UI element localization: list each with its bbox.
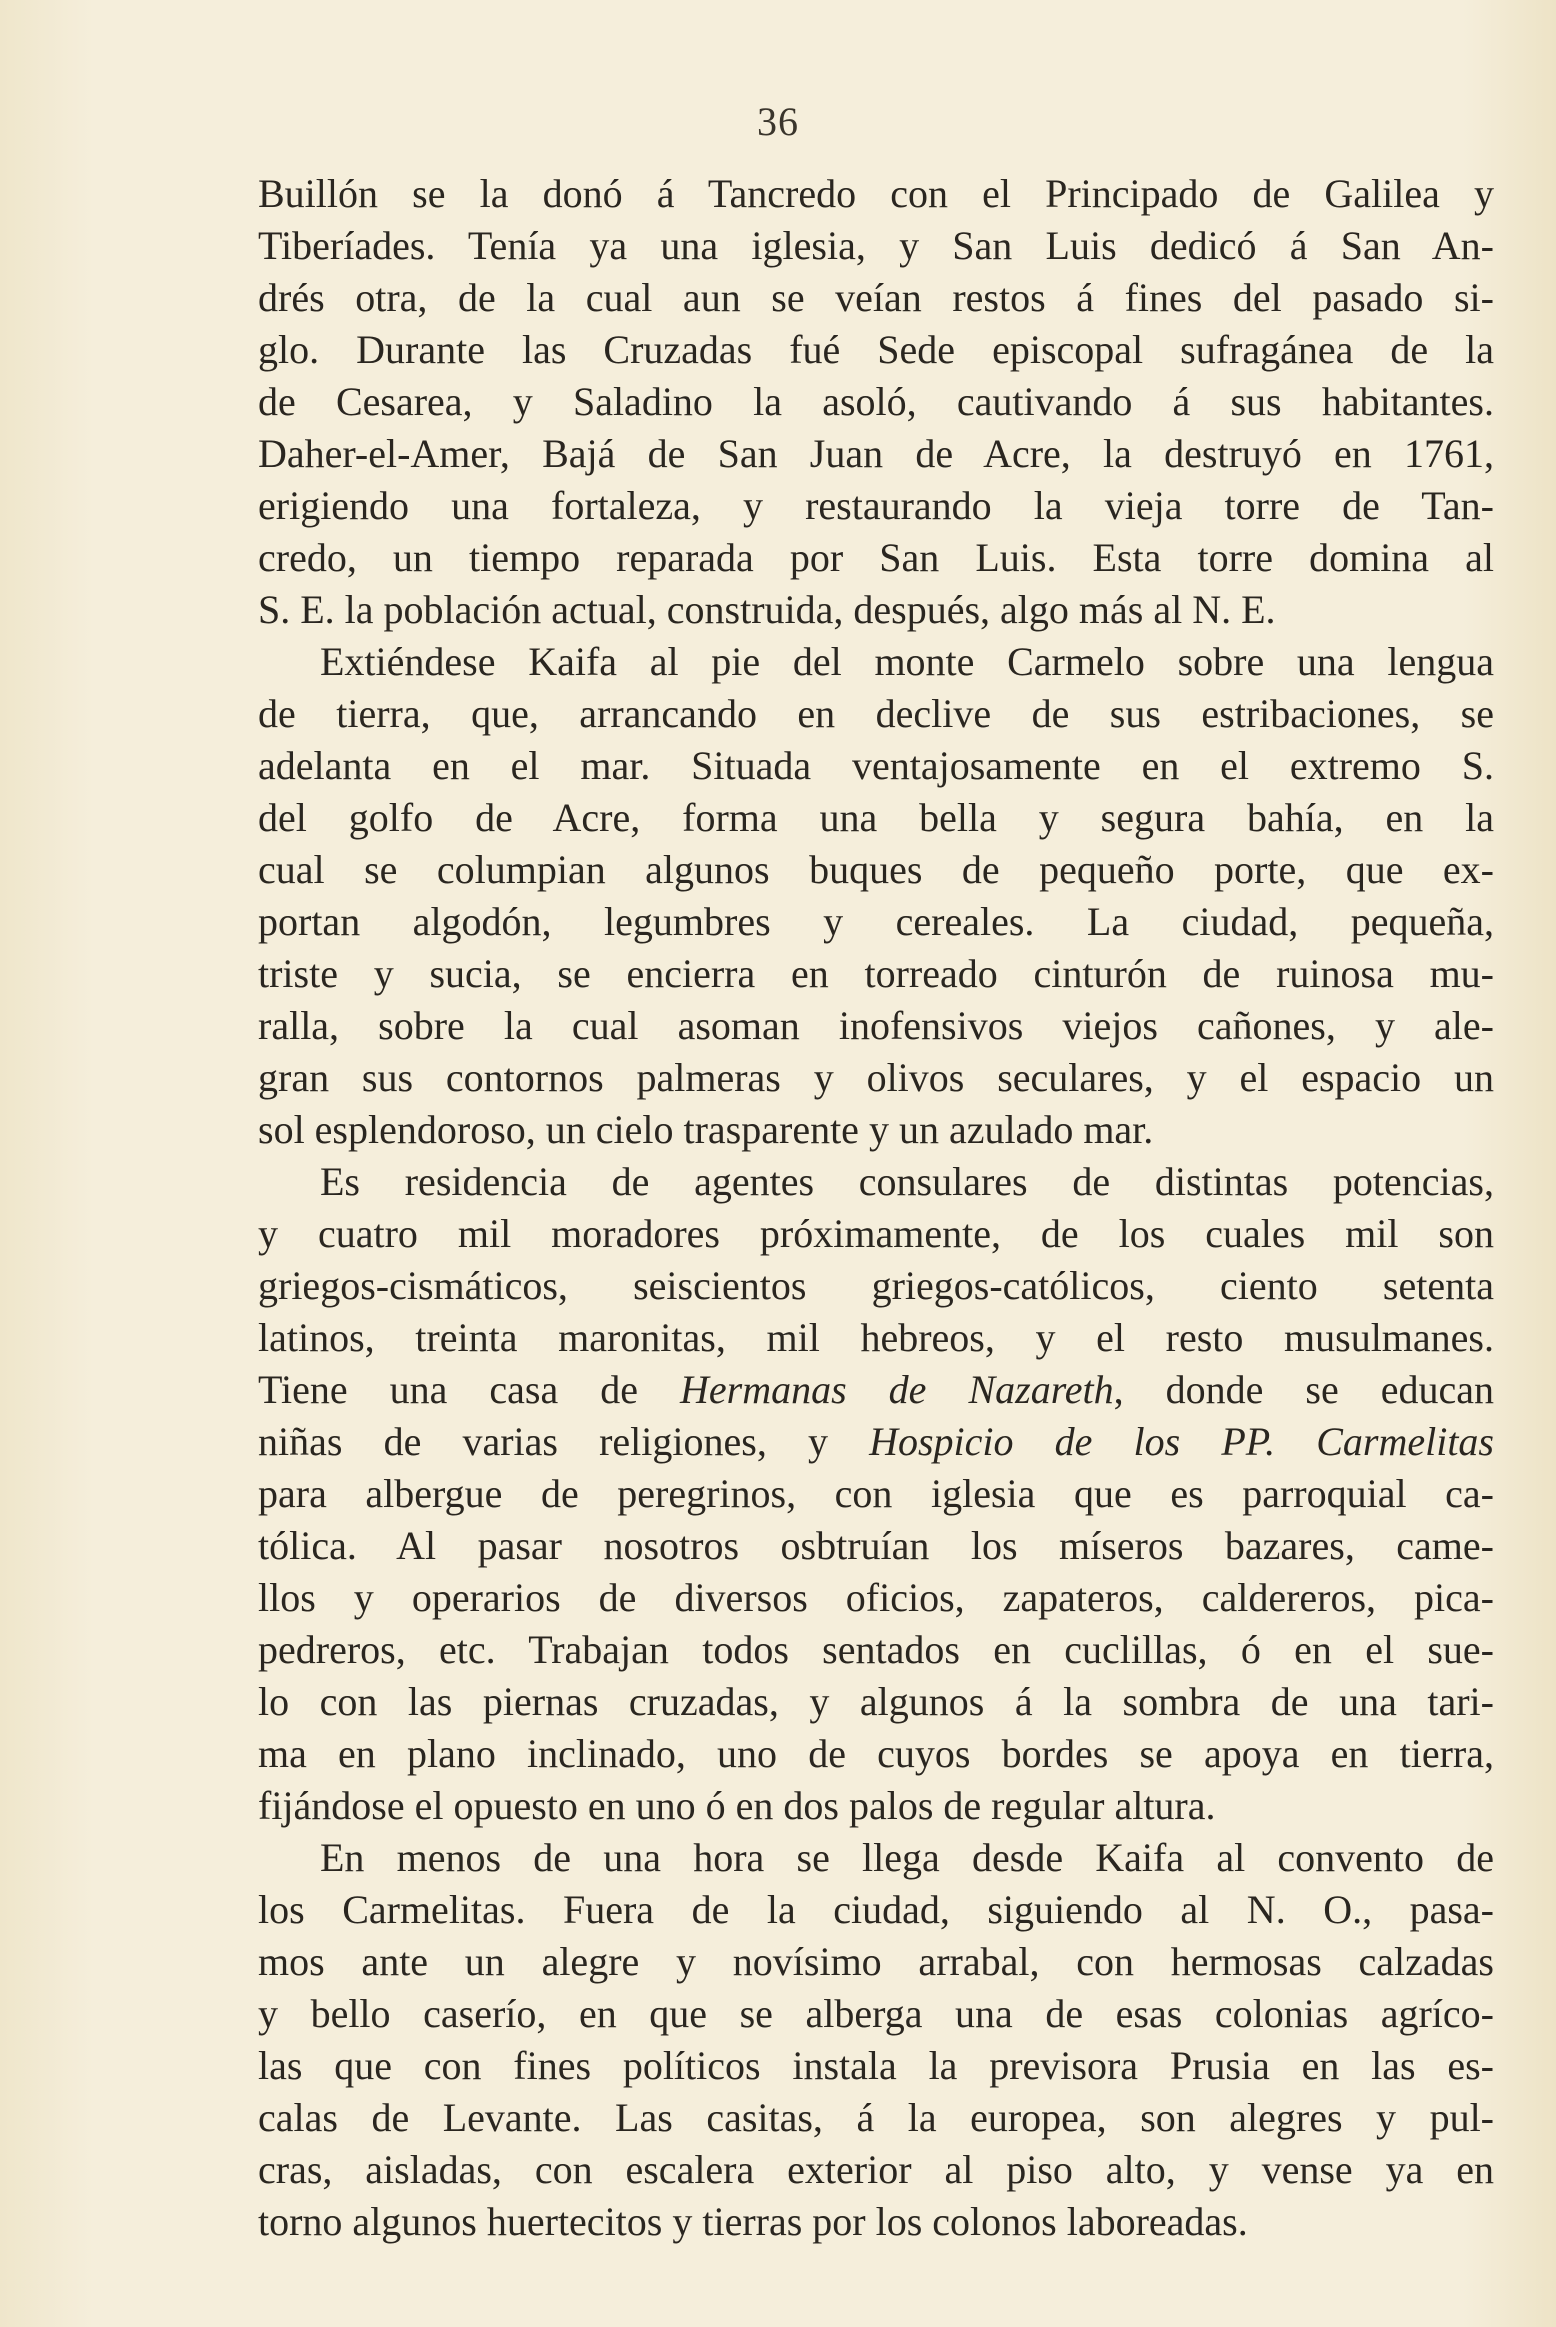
text-line [258, 168, 1494, 220]
text-segment: fijándose el opuesto en uno ó en dos palos de regular altura. [258, 1783, 1216, 1828]
text-line [258, 376, 1494, 428]
text-line [258, 272, 1494, 324]
text-segment: ma en plano inclinado, uno de cuyos bordes se apoya en tierra, [258, 1731, 1494, 1776]
text-line [258, 1520, 1494, 1572]
text-line [258, 1936, 1494, 1988]
text-segment: de Cesarea, y Saladino la asoló, cautivando á sus habitantes. [258, 379, 1494, 424]
text-segment: calas de Levante. Las casitas, á la europea, son alegres y pul- [258, 2095, 1494, 2140]
text-segment: para albergue de peregrinos, con iglesia que es parroquial ca- [258, 1471, 1494, 1516]
text-segment: latinos, treinta maronitas, mil hebreos, y el resto musulmanes. [258, 1315, 1494, 1360]
text-segment: Extiéndese Kaifa al pie del monte Carmelo sobre una lengua [320, 639, 1494, 684]
text-line [258, 532, 1494, 584]
text-segment: Tiene una casa de [258, 1367, 681, 1412]
text-segment: drés otra, de la cual aun se veían restos á fines del pasado si- [258, 275, 1494, 320]
italic-phrase: Hermanas de Nazareth [680, 1367, 1114, 1412]
text-line [258, 1624, 1494, 1676]
text-line [258, 1312, 1494, 1364]
text-line [258, 740, 1494, 792]
text-segment: los Carmelitas. Fuera de la ciudad, siguiendo al N. O., pasa- [258, 1887, 1494, 1932]
text-segment: credo, un tiempo reparada por San Luis. Esta torre domina al [258, 535, 1494, 580]
text-line [258, 1676, 1494, 1728]
text-line [258, 2040, 1494, 2092]
text-segment: erigiendo una fortaleza, y restaurando la vieja torre de Tan- [258, 483, 1494, 528]
text-segment: de tierra, que, arrancando en declive de sus estribaciones, se [258, 691, 1494, 736]
text-segment: sol esplendoroso, un cielo trasparente y un azulado mar. [258, 1107, 1154, 1152]
text-segment: , donde se educan [1113, 1367, 1494, 1412]
paragraph [258, 636, 1494, 1156]
text-line [258, 896, 1494, 948]
text-line [258, 1416, 1494, 1468]
text-segment: portan algodón, legumbres y cereales. La ciudad, pequeña, [258, 899, 1494, 944]
text-segment: lo con las piernas cruzadas, y algunos á la sombra de una tari- [258, 1679, 1494, 1724]
text-line [258, 1260, 1494, 1312]
text-segment: glo. Durante las Cruzadas fué Sede episcopal sufragánea de la [258, 327, 1494, 372]
text-line [258, 428, 1494, 480]
text-segment: ralla, sobre la cual asoman inofensivos viejos cañones, y ale- [258, 1003, 1494, 1048]
text-line [258, 688, 1494, 740]
text-line [258, 2144, 1494, 2196]
text-segment: S. E. la población actual, construida, después, algo más al N. E. [258, 587, 1276, 632]
text-segment: Buillón se la donó á Tancredo con el Principado de Galilea y [258, 171, 1494, 216]
text-segment: llos y operarios de diversos oficios, zapateros, caldereros, pica- [258, 1575, 1494, 1620]
text-segment: las que con fines políticos instala la previsora Prusia en las es- [258, 2043, 1494, 2088]
text-segment: del golfo de Acre, forma una bella y segura bahía, en la [258, 795, 1494, 840]
text-segment: Es residencia de agentes consulares de distintas potencias, [320, 1159, 1494, 1204]
text-line [258, 1884, 1494, 1936]
text-segment: torno algunos huertecitos y tierras por los colonos laboreadas. [258, 2199, 1248, 2244]
paragraph [258, 1156, 1494, 1832]
text-segment: y cuatro mil moradores próximamente, de los cuales mil son [258, 1211, 1494, 1256]
text-line [258, 1208, 1494, 1260]
text-segment: mos ante un alegre y novísimo arrabal, con hermosas calzadas [258, 1939, 1494, 1984]
text-line [258, 2092, 1494, 2144]
text-line [258, 584, 1494, 636]
text-segment: niñas de varias religiones, y [258, 1419, 870, 1464]
paragraph [258, 168, 1494, 636]
text-line [258, 1780, 1494, 1832]
text-line [258, 636, 1494, 688]
text-line [258, 1832, 1494, 1884]
text-segment: gran sus contornos palmeras y olivos seculares, y el espacio un [258, 1055, 1494, 1100]
text-line [258, 792, 1494, 844]
text-segment: tólica. Al pasar nosotros osbtruían los míseros bazares, came- [258, 1523, 1494, 1568]
text-segment: cual se columpian algunos buques de pequeño porte, que ex- [258, 847, 1494, 892]
text-line [258, 1104, 1494, 1156]
text-line [258, 1000, 1494, 1052]
text-segment: Tiberíades. Tenía ya una iglesia, y San Luis dedicó á San An- [258, 223, 1494, 268]
text-segment: cras, aisladas, con escalera exterior al piso alto, y vense ya en [258, 2147, 1494, 2192]
text-line [258, 1988, 1494, 2040]
text-line [258, 1156, 1494, 1208]
text-segment: En menos de una hora se llega desde Kaifa al convento de [320, 1835, 1494, 1880]
text-line [258, 480, 1494, 532]
text-line [258, 1052, 1494, 1104]
text-line [258, 844, 1494, 896]
text-line [258, 1364, 1494, 1416]
text-segment: triste y sucia, se encierra en torreado cinturón de ruinosa mu- [258, 951, 1494, 996]
body-text [258, 168, 1494, 2248]
page-number: 36 [757, 99, 799, 144]
text-segment: y bello caserío, en que se alberga una de esas colonias agríco- [258, 1991, 1494, 2036]
paragraph [258, 1832, 1494, 2248]
text-segment: adelanta en el mar. Situada ventajosamente en el extremo S. [258, 743, 1494, 788]
text-line [258, 1728, 1494, 1780]
text-line [258, 1572, 1494, 1624]
text-line [258, 948, 1494, 1000]
text-segment: pedreros, etc. Trabajan todos sentados en cuclillas, ó en el sue- [258, 1627, 1494, 1672]
text-segment: Daher-el-Amer, Bajá de San Juan de Acre, la destruyó en 1761, [258, 431, 1494, 476]
text-segment: griegos-cismáticos, seiscientos griegos-católicos, ciento setenta [258, 1263, 1494, 1308]
italic-phrase: Hospicio de los PP. Carmelitas [869, 1419, 1494, 1464]
text-line [258, 324, 1494, 376]
text-line [258, 220, 1494, 272]
text-line [258, 1468, 1494, 1520]
text-line [258, 2196, 1494, 2248]
